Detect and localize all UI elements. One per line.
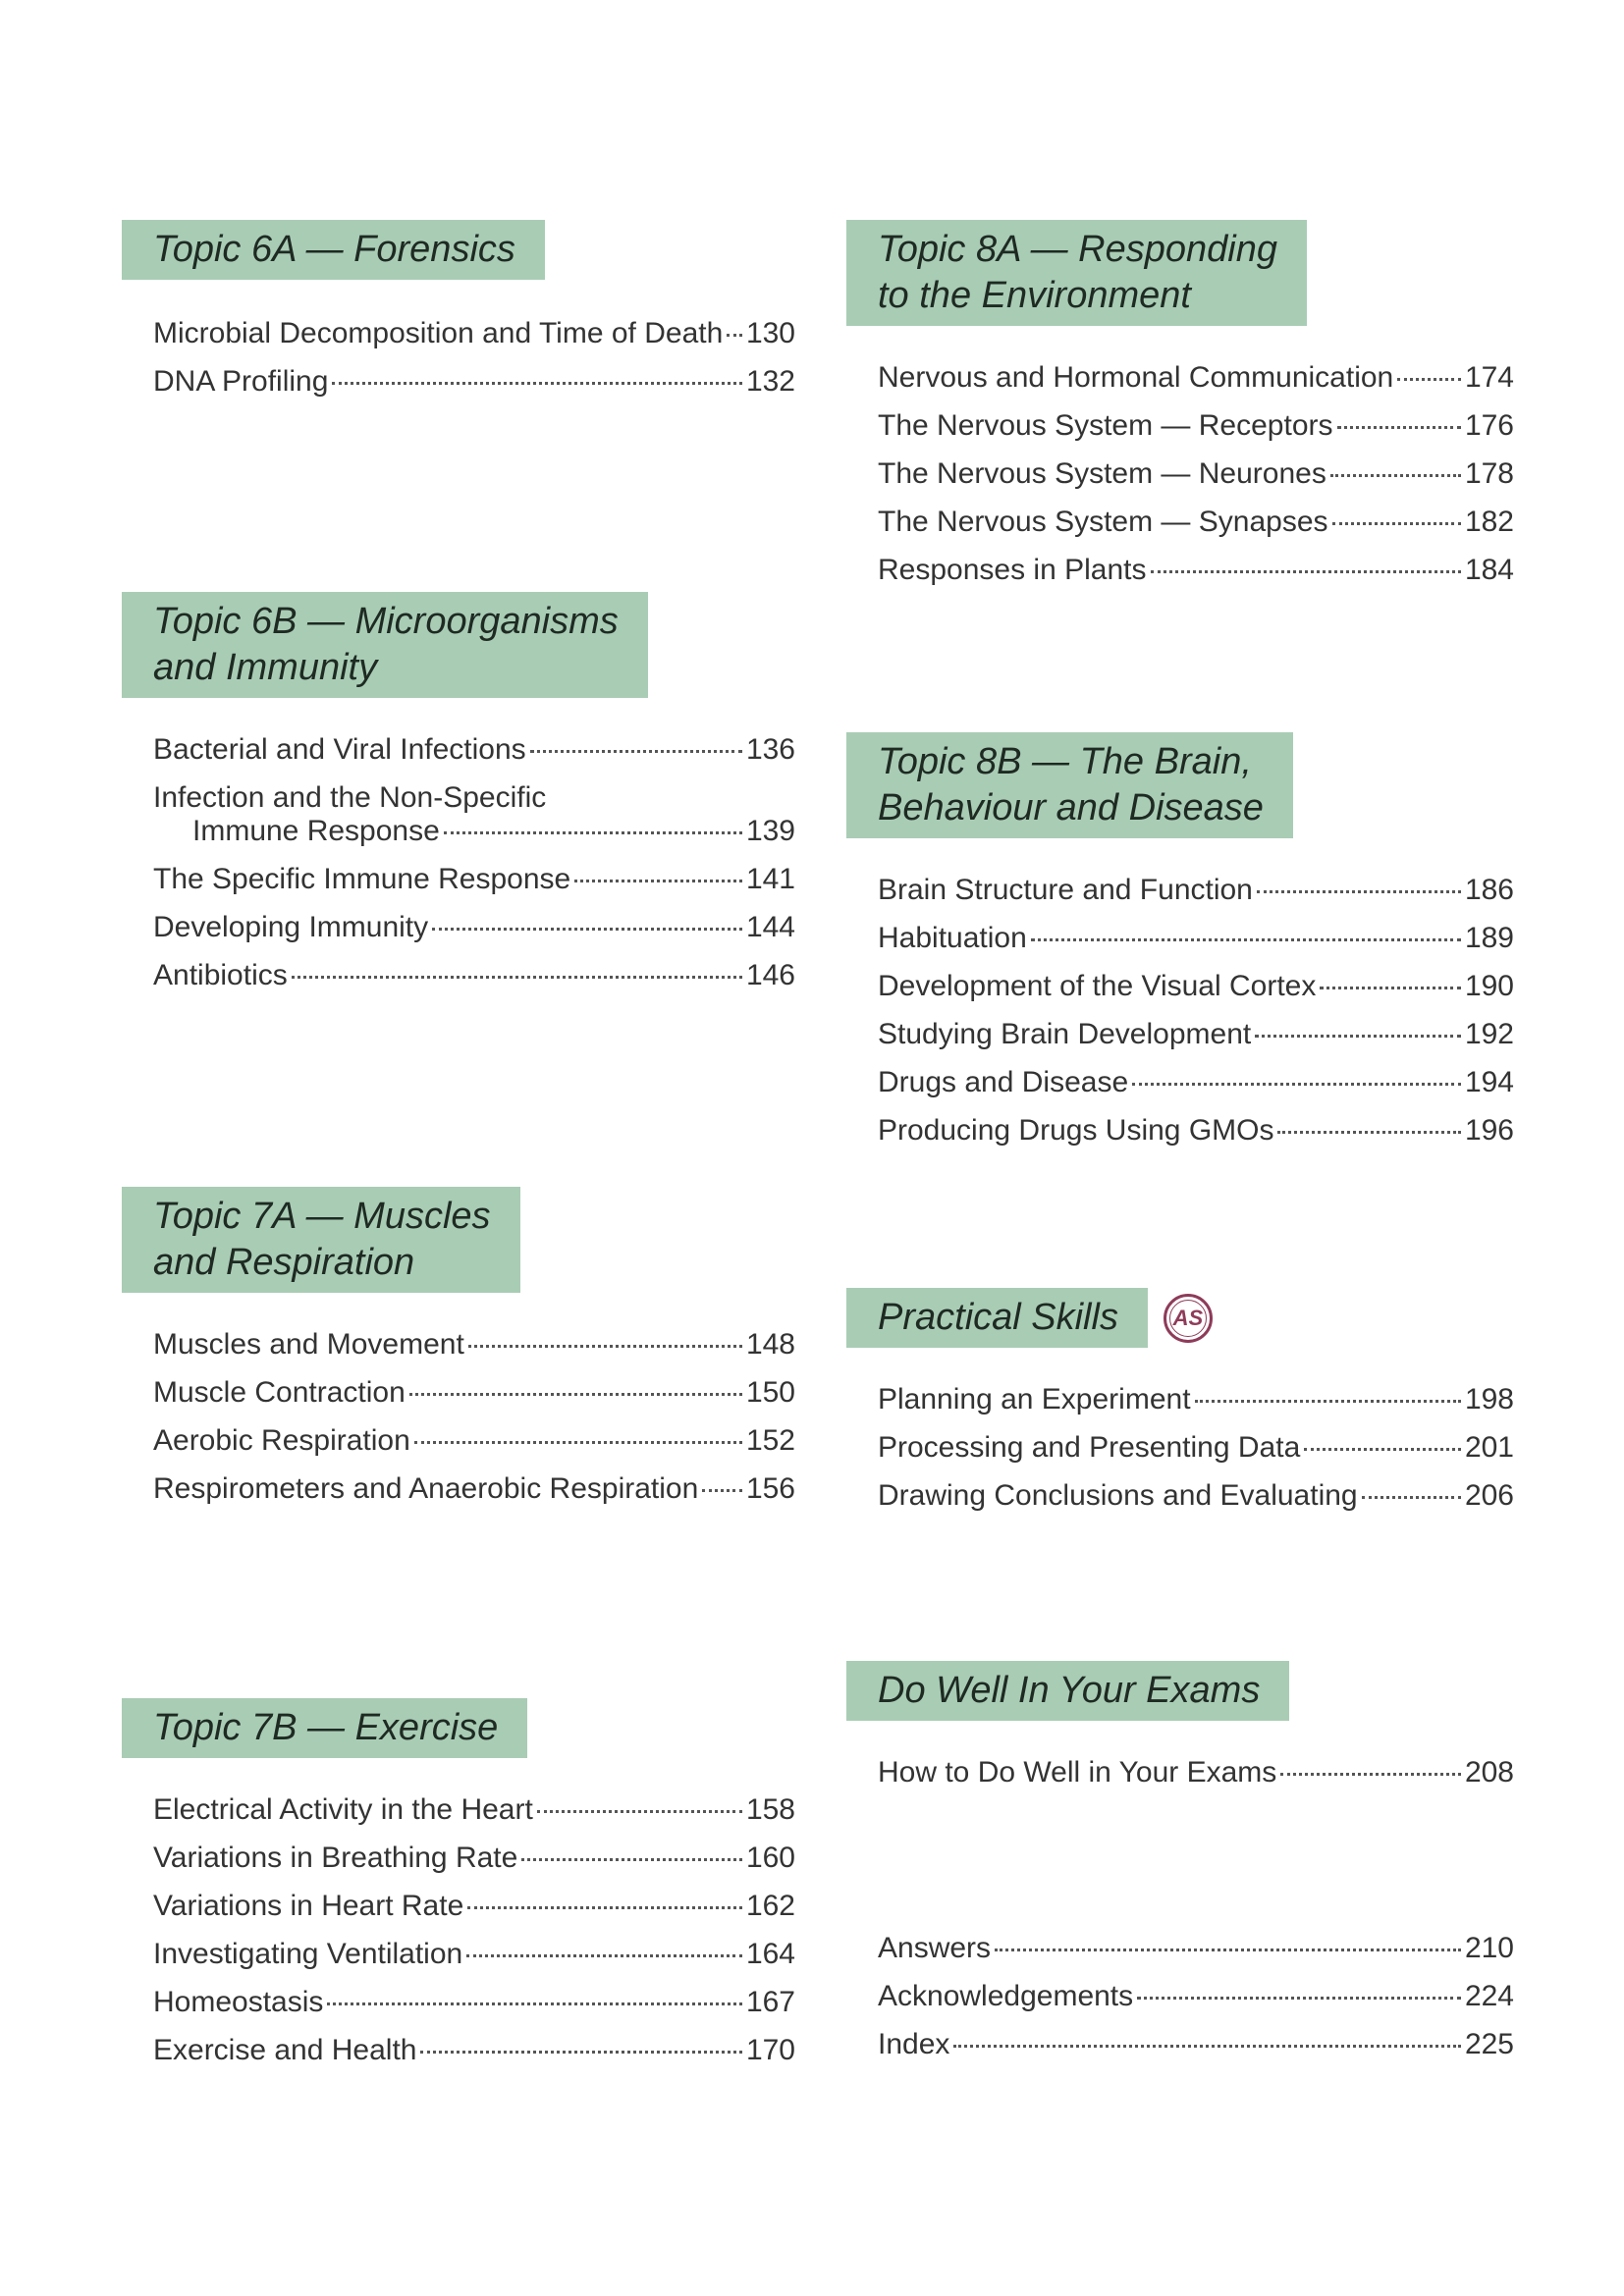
toc-entry-index[interactable]: Index 225 (878, 2028, 1514, 2060)
section-topic-8a (846, 220, 1514, 602)
section-do-well-in-exams (846, 1661, 1514, 1804)
toc-entry[interactable]: DNA Profiling 132 (153, 365, 795, 398)
toc-entry[interactable]: Variations in Breathing Rate 160 (153, 1842, 795, 1874)
toc-entry[interactable]: Muscle Contraction 150 (153, 1376, 795, 1409)
toc-entry[interactable]: The Nervous System — Receptors 176 (878, 409, 1514, 442)
section-heading: Topic 8A — Responding to the Environment (846, 220, 1307, 326)
section-heading: Topic 6A — Forensics (122, 220, 545, 280)
toc-entry[interactable]: Investigating Ventilation 164 (153, 1938, 795, 1970)
as-badge-icon: AS (1164, 1294, 1213, 1343)
toc-entry[interactable]: Antibiotics 146 (153, 959, 795, 991)
toc-entry-acknowledgements[interactable]: Acknowledgements 224 (878, 1980, 1514, 2012)
toc-entry[interactable]: Electrical Activity in the Heart 158 (153, 1793, 795, 1826)
toc-entry[interactable]: Habituation 189 (878, 922, 1514, 954)
section-heading: Topic 7A — Muscles and Respiration (122, 1187, 520, 1293)
section-heading: Do Well In Your Exams (846, 1661, 1289, 1721)
toc-entry[interactable]: Respirometers and Anaerobic Respiration 156 (153, 1472, 795, 1505)
toc-entry[interactable]: Variations in Heart Rate 162 (153, 1890, 795, 1922)
toc-entry[interactable]: Studying Brain Development 192 (878, 1018, 1514, 1050)
section-topic-6a (122, 220, 795, 413)
section-topic-7b (122, 1698, 795, 2082)
toc-entry[interactable]: Responses in Plants 184 (878, 554, 1514, 586)
toc-entry[interactable]: Aerobic Respiration 152 (153, 1424, 795, 1457)
toc-entry[interactable]: The Specific Immune Response 141 (153, 863, 795, 895)
toc-entry[interactable]: Planning an Experiment 198 (878, 1383, 1514, 1415)
toc-entry[interactable]: Bacterial and Viral Infections 136 (153, 733, 795, 766)
toc-entry[interactable]: Muscles and Movement 148 (153, 1328, 795, 1361)
toc-entry[interactable]: Drugs and Disease 194 (878, 1066, 1514, 1098)
section-topic-7a (122, 1187, 795, 1521)
toc-entry[interactable]: Exercise and Health 170 (153, 2034, 795, 2066)
toc-entry[interactable]: Development of the Visual Cortex 190 (878, 970, 1514, 1002)
section-back-matter (846, 1932, 1514, 2076)
toc-entry[interactable]: The Nervous System — Neurones 178 (878, 457, 1514, 490)
toc-entry[interactable]: Microbial Decomposition and Time of Death 130 (153, 317, 795, 349)
toc-entry[interactable]: Producing Drugs Using GMOs 196 (878, 1114, 1514, 1147)
toc-entry[interactable]: Homeostasis 167 (153, 1986, 795, 2018)
section-practical-skills (846, 1288, 1514, 1527)
section-heading: Topic 6B — Microorganisms and Immunity (122, 592, 648, 698)
toc-entry[interactable]: Infection and the Non-Specific Immune Response 139 (153, 781, 795, 847)
section-topic-8b (846, 732, 1514, 1162)
section-heading: Topic 8B — The Brain, Behaviour and Disease (846, 732, 1293, 838)
toc-entry[interactable]: Processing and Presenting Data 201 (878, 1431, 1514, 1464)
toc-entry-answers[interactable]: Answers 210 (878, 1932, 1514, 1964)
section-topic-6b (122, 592, 795, 1007)
toc-entry[interactable]: Drawing Conclusions and Evaluating 206 (878, 1479, 1514, 1512)
toc-entry[interactable]: The Nervous System — Synapses 182 (878, 506, 1514, 538)
toc-entry[interactable]: Nervous and Hormonal Communication 174 (878, 361, 1514, 394)
section-heading: Practical Skills (846, 1288, 1148, 1348)
toc-entry[interactable]: How to Do Well in Your Exams 208 (878, 1756, 1514, 1789)
section-heading: Topic 7B — Exercise (122, 1698, 527, 1758)
toc-entry[interactable]: Brain Structure and Function 186 (878, 874, 1514, 906)
toc-entry[interactable]: Developing Immunity 144 (153, 911, 795, 943)
